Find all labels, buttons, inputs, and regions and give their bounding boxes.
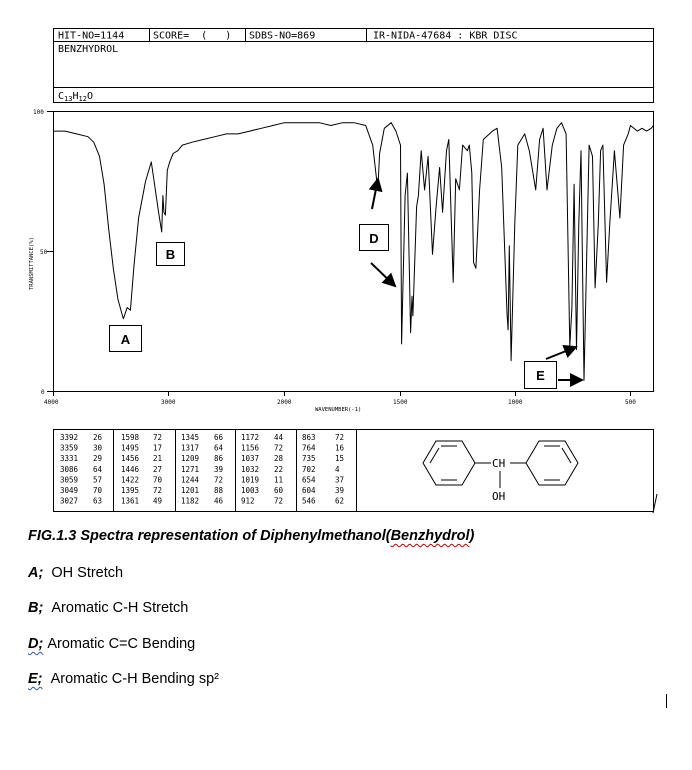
peak-transmittance: 22 <box>274 464 284 474</box>
peak-wavenumber: 1032 <box>241 464 260 474</box>
peak-wavenumber: 702 <box>302 464 316 474</box>
phenyl-ring-right <box>526 441 578 485</box>
peak-transmittance: 16 <box>335 443 345 453</box>
x-tick-label: 2000 <box>277 399 292 406</box>
figure-caption: FIG.1.3 Spectra representation of Diphenylmethanol(Benzhydrol) <box>28 528 475 544</box>
peak-wavenumber: 546 <box>302 496 316 506</box>
peak-transmittance: 70 <box>93 486 103 495</box>
arrow-d-upper <box>372 179 378 209</box>
peak-wavenumber: 1598 <box>121 433 140 442</box>
ir-nida-id: IR-NIDA-47684 : KBR DISC <box>373 30 518 42</box>
legend-item-d <box>28 636 195 652</box>
peak-wavenumber: 3392 <box>60 433 79 442</box>
peak-wavenumber: 1422 <box>121 475 140 485</box>
x-tick-label: 3000 <box>161 399 176 406</box>
legend-text-d: Aromatic C=C Bending <box>47 636 196 652</box>
peak-transmittance: 37 <box>335 475 345 485</box>
y-tick-label: 0 <box>41 389 45 396</box>
legend-item-a <box>28 565 123 581</box>
peak-transmittance: 49 <box>153 496 163 506</box>
legend-text-b: Aromatic C-H Stretch <box>51 600 189 616</box>
peak-wavenumber: 1495 <box>121 443 140 453</box>
peak-wavenumber: 3359 <box>60 443 79 453</box>
peak-wavenumber: 1361 <box>121 496 140 506</box>
peak-wavenumber: 1317 <box>181 443 200 453</box>
peak-wavenumber: 604 <box>302 486 316 495</box>
x-axis <box>44 392 636 414</box>
peak-transmittance: 70 <box>153 475 163 485</box>
peak-transmittance: 72 <box>214 475 224 485</box>
peak-wavenumber: 863 <box>302 433 316 442</box>
peak-transmittance: 72 <box>274 496 284 506</box>
y-axis-label: TRANSMITTANCE(%) <box>29 237 35 290</box>
peak-transmittance: 30 <box>93 443 103 453</box>
annotation-b-label: B <box>165 247 176 262</box>
peak-wavenumber: 1019 <box>241 475 260 485</box>
peak-wavenumber: 1156 <box>241 443 260 453</box>
peak-wavenumber: 3049 <box>60 486 79 495</box>
compound-name: BENZHYDROL <box>58 44 119 55</box>
plot-frame <box>54 112 654 392</box>
annotation-b <box>157 243 185 266</box>
peak-wavenumber: 3059 <box>60 475 79 485</box>
peak-transmittance: 39 <box>214 464 224 474</box>
legend-item-e <box>28 671 219 687</box>
peak-transmittance: 86 <box>214 454 224 464</box>
spectrum-line <box>54 123 654 381</box>
peak-wavenumber: 1271 <box>181 464 200 474</box>
peak-wavenumber: 735 <box>302 454 316 464</box>
peak-wavenumber: 1037 <box>241 454 260 464</box>
y-tick-label: 100 <box>33 109 44 116</box>
x-tick-label: 1000 <box>508 399 523 406</box>
arrow-e-upper <box>546 347 576 359</box>
annotation-e <box>525 362 557 389</box>
peak-transmittance: 72 <box>335 433 345 442</box>
spectrum-header <box>54 29 654 104</box>
peak-wavenumber: 912 <box>241 496 255 506</box>
peak-transmittance: 88 <box>214 486 224 495</box>
ch-label: CH <box>492 457 506 470</box>
peak-transmittance: 72 <box>153 486 163 495</box>
peak-wavenumber: 3027 <box>60 496 79 506</box>
legend-key-d: D; <box>28 636 44 652</box>
peak-transmittance: 17 <box>153 443 163 453</box>
legend-key-e: E; <box>28 671 43 687</box>
peak-transmittance: 60 <box>274 486 284 495</box>
phenyl-ring-left <box>423 441 475 485</box>
legend-item-b <box>28 600 188 616</box>
x-tick-label: 1500 <box>393 399 408 406</box>
peak-table <box>54 430 654 512</box>
x-tick-label: 4000 <box>44 399 59 406</box>
peak-transmittance: 26 <box>93 433 103 442</box>
sdbs-number: SDBS-NO=869 <box>249 30 316 42</box>
peak-wavenumber: 1446 <box>121 464 140 474</box>
peak-transmittance: 39 <box>335 486 345 495</box>
peak-transmittance: 64 <box>93 464 103 474</box>
peak-wavenumber: 3086 <box>60 464 79 474</box>
annotation-d <box>360 225 389 251</box>
text-cursor <box>666 694 667 708</box>
peak-wavenumber: 1456 <box>121 454 140 464</box>
legend-text-a: OH Stretch <box>51 565 124 581</box>
oh-label: OH <box>492 490 506 503</box>
peak-transmittance: 66 <box>214 433 224 442</box>
legend-key-a: A; <box>28 565 44 581</box>
peak-wavenumber: 1244 <box>181 475 200 485</box>
peak-transmittance: 4 <box>335 464 340 474</box>
peak-transmittance: 44 <box>274 433 284 442</box>
y-axis <box>29 109 54 396</box>
peak-wavenumber: 1172 <box>241 433 260 442</box>
peak-transmittance: 29 <box>93 454 103 464</box>
peak-transmittance: 62 <box>335 496 345 506</box>
peak-wavenumber: 1345 <box>181 433 200 442</box>
peak-transmittance: 11 <box>274 475 284 485</box>
x-tick-label: 500 <box>625 399 636 406</box>
annotation-d-label: D <box>369 231 379 246</box>
score-field: SCORE= ( ) <box>153 30 232 42</box>
hit-number: HIT-NO=1144 <box>58 30 125 42</box>
y-tick-label: 50 <box>40 249 48 256</box>
peak-wavenumber: 1201 <box>181 486 200 495</box>
molecular-formula: $C_{13}H_{12}O$ <box>58 91 93 103</box>
legend-text-e: Aromatic C-H Bending sp² <box>50 671 219 687</box>
peak-wavenumber: 1182 <box>181 496 200 506</box>
peak-transmittance: 57 <box>93 475 103 485</box>
peak-transmittance: 28 <box>274 454 284 464</box>
x-axis-label: WAVENUMBER(-1) <box>315 407 362 413</box>
peak-transmittance: 64 <box>214 443 224 453</box>
annotation-e-label: E <box>536 368 545 383</box>
peak-transmittance: 15 <box>335 454 345 464</box>
peak-wavenumber: 3331 <box>60 454 79 464</box>
peak-wavenumber: 764 <box>302 443 316 453</box>
legend-key-b: B; <box>28 600 44 616</box>
peak-transmittance: 72 <box>274 443 284 453</box>
annotation-a-label: A <box>120 332 131 347</box>
annotation-a <box>110 326 142 352</box>
peak-wavenumber: 654 <box>302 475 316 485</box>
peak-transmittance: 27 <box>153 464 163 474</box>
peak-transmittance: 21 <box>153 454 163 464</box>
peak-transmittance: 72 <box>153 433 163 442</box>
peak-transmittance: 46 <box>214 496 224 506</box>
peak-wavenumber: 1209 <box>181 454 200 464</box>
peak-transmittance: 63 <box>93 496 103 506</box>
peak-wavenumber: 1395 <box>121 486 140 495</box>
arrow-d-lower <box>371 263 395 286</box>
peak-wavenumber: 1003 <box>241 486 260 495</box>
